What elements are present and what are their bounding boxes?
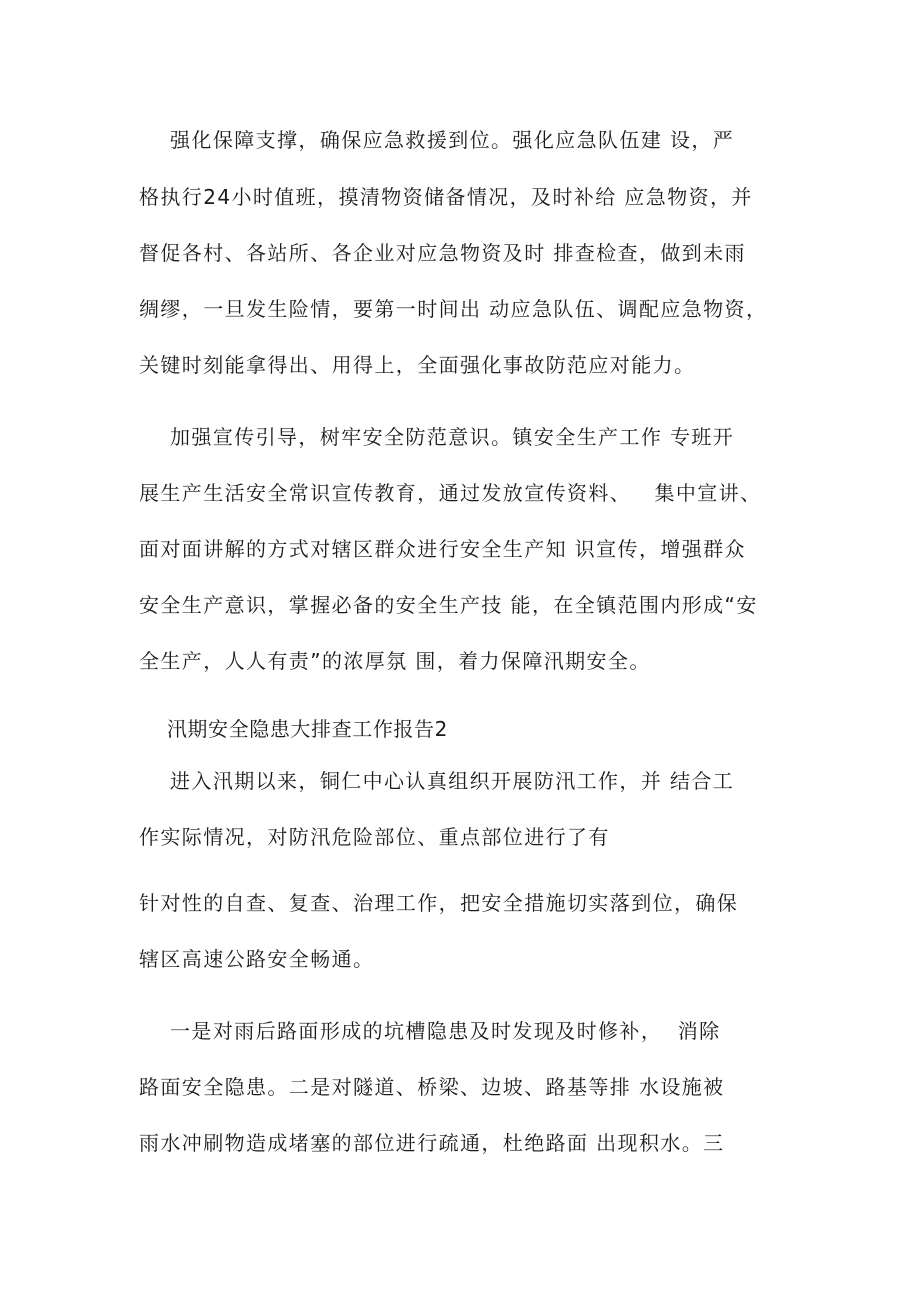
paragraph-4-line-1: 针对性的自查、复查、治理工作，把安全措施切实落到位，确保 bbox=[139, 891, 739, 915]
paragraph-3-line-1: 进入汛期以来，铜仁中心认真组织开展防汛工作，并 结合工 bbox=[139, 769, 735, 793]
paragraph-1-line-5: 关键时刻能拿得出、用得上，全面强化事故防范应对能力。 bbox=[139, 353, 696, 377]
paragraph-5-line-3: 雨水冲刷物造成堵塞的部位进行疏通，杜绝路面 出现积水。三 bbox=[139, 1131, 725, 1155]
paragraph-2-line-5: 全生产，人人有责”的浓厚氛 围，着力保障汛期安全。 bbox=[139, 649, 651, 673]
paragraph-1-line-1: 强化保障支撑，确保应急救援到位。强化应急队伍建 设，严 bbox=[139, 128, 735, 152]
paragraph-3-line-2: 作实际情况，对防汛危险部位、重点部位进行了有 bbox=[139, 825, 610, 849]
paragraph-5-line-1: 一是对雨后路面形成的坑槽隐患及时发现及时修补， 消除 bbox=[139, 1019, 721, 1043]
paragraph-1-line-3: 督促各村、各站所、各企业对应急物资及时 排查检查，做到未雨 bbox=[139, 241, 746, 265]
paragraph-2-line-4: 安全生产意识，掌握必备的安全生产技 能，在全镇范围内形成“安 bbox=[139, 593, 758, 617]
section-heading: 汛期安全隐患大排查工作报告2 bbox=[139, 717, 448, 741]
paragraph-1-line-4: 绸缪，一旦发生险情，要第一时间出 动应急队伍、调配应急物资， bbox=[139, 297, 768, 321]
paragraph-1-line-2: 格执行24小时值班，摸清物资储备情况，及时补给 应急物资，并 bbox=[139, 185, 753, 209]
paragraph-2-line-2: 展生产生活安全常识宣传教育，通过发放宣传资料、 集中宣讲、 bbox=[139, 481, 762, 505]
paragraph-2-line-3: 面对面讲解的方式对辖区群众进行安全生产知 识宣传，增强群众 bbox=[139, 537, 746, 561]
paragraph-5-line-2: 路面安全隐患。二是对隧道、桥梁、边坡、路基等排 水设施被 bbox=[139, 1075, 725, 1099]
paragraph-2-line-1: 加强宣传引导，树牢安全防范意识。镇安全生产工作 专班开 bbox=[139, 425, 735, 449]
paragraph-4-line-2: 辖区高速公路安全畅通。 bbox=[139, 947, 375, 971]
